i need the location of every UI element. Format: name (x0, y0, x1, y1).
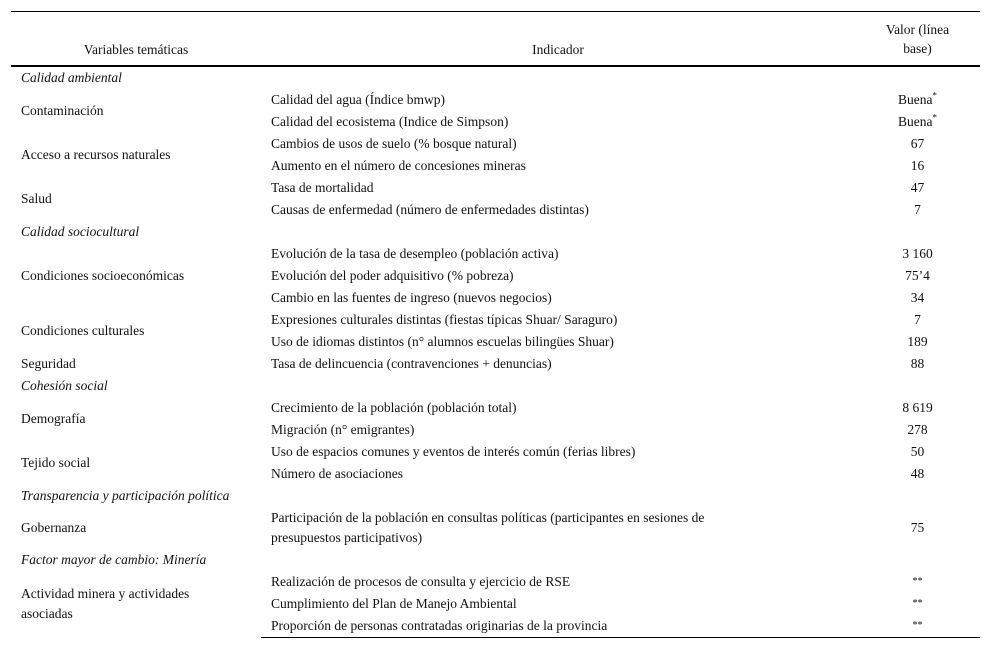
indicator-cell: Cumplimiento del Plan de Manejo Ambiental (271, 596, 517, 611)
indicator-cell: Tasa de mortalidad (271, 180, 374, 195)
indicator-cell: Calidad del agua (Índice bmwp) (271, 92, 445, 107)
indicator-cell: Tasa de delincuencia (contravenciones + denuncias) (271, 356, 552, 371)
var-condiciones-culturales: Condiciones culturales (21, 323, 145, 338)
footnote-mark: * (932, 112, 937, 123)
header-indicador: Indicador (532, 42, 584, 57)
section-calidad-sociocultural: Calidad sociocultural (21, 224, 140, 239)
indicator-cell: Aumento en el número de concesiones mineras (271, 158, 526, 173)
var-gobernanza: Gobernanza (21, 520, 87, 535)
indicator-cell: Realización de procesos de consulta y ejercicio de RSE (271, 574, 571, 589)
value-cell: 7 (914, 202, 921, 217)
var-tejido-social: Tejido social (21, 455, 91, 470)
value-cell: 189 (907, 334, 928, 349)
value-cell: 88 (910, 356, 925, 371)
header-variables: Variables temáticas (83, 42, 189, 57)
var-condiciones-socioeconomicas: Condiciones socioeconómicas (21, 268, 185, 283)
table-row (11, 89, 980, 111)
section-row (11, 485, 980, 507)
var-actividad-minera (11, 571, 261, 638)
indicator-cell: Migración (n° emigrantes) (271, 422, 415, 437)
value-cell: 47 (910, 180, 925, 195)
table-row (11, 243, 980, 265)
indicator-table-container (11, 11, 980, 638)
value-cell: ** (912, 576, 923, 587)
section-calidad-ambiental: Calidad ambiental (21, 70, 122, 85)
var-acceso-recursos: Acceso a recursos naturales (21, 147, 171, 162)
section-row (11, 375, 980, 397)
value-cell: 67 (910, 136, 925, 151)
table-row (11, 507, 980, 549)
section-row (11, 221, 980, 243)
indicator-cell: Evolución del poder adquisitivo (% pobreza) (271, 268, 514, 283)
indicator-line2: presupuestos participativos) (271, 530, 423, 545)
table-row (11, 397, 980, 419)
table-row (11, 309, 980, 331)
value-cell: 16 (910, 158, 925, 173)
indicator-cell: Expresiones culturales distintas (fiestas típicas Shuar/ Saraguro) (271, 312, 618, 327)
indicator-cell: Calidad del ecosistema (Indice de Simpson) (271, 114, 509, 129)
table-body (11, 66, 980, 638)
indicator-cell: Causas de enfermedad (número de enfermedades distintas) (271, 202, 589, 217)
header-valor-line2: base) (903, 41, 932, 56)
section-row (11, 66, 980, 89)
var-seguridad: Seguridad (21, 356, 76, 371)
value-cell (855, 111, 980, 133)
value-cell: 75’4 (905, 268, 930, 283)
indicator-cell: Uso de idiomas distintos (n° alumnos escuelas bilingües Shuar) (271, 334, 614, 349)
indicator-table (11, 11, 980, 638)
header-valor (855, 12, 980, 67)
indicator-cell: Proporción de personas contratadas originarias de la provincia (261, 615, 855, 638)
table-row (11, 441, 980, 463)
value-cell: 75 (910, 520, 925, 535)
var-salud: Salud (21, 191, 52, 206)
section-cohesion-social: Cohesión social (21, 378, 108, 393)
indicator-cell: Evolución de la tasa de desempleo (población activa) (271, 246, 559, 261)
value-text: Buena (898, 114, 933, 129)
section-factor-mineria: Factor mayor de cambio: Minería (21, 552, 207, 567)
header-valor-line1: Valor (línea (885, 22, 950, 37)
table-row (11, 571, 980, 593)
table-row (11, 353, 980, 375)
table-row (11, 177, 980, 199)
indicator-cell: Cambio en las fuentes de ingreso (nuevos negocios) (271, 290, 552, 305)
var-line1: Actividad minera y actividades (21, 586, 190, 602)
section-transparencia: Transparencia y participación política (21, 488, 230, 503)
value-cell: 8 619 (902, 400, 933, 415)
value-cell: 48 (910, 466, 925, 481)
indicator-line1: Participación de la población en consultas políticas (participantes en sesiones de (271, 510, 705, 525)
footnote-mark: * (932, 90, 937, 101)
value-cell: 278 (907, 422, 928, 437)
indicator-cell: Crecimiento de la población (población total) (271, 400, 517, 415)
value-text: Buena (898, 92, 933, 107)
var-contaminacion: Contaminación (21, 103, 104, 118)
value-cell: 50 (910, 444, 925, 459)
var-line2: asociadas (21, 606, 73, 622)
indicator-cell: Número de asociaciones (271, 466, 403, 481)
value-cell: ** (912, 598, 923, 609)
section-row (11, 549, 980, 571)
indicator-cell: Cambios de usos de suelo (% bosque natural) (271, 136, 517, 151)
table-row (11, 133, 980, 155)
value-cell: 3 160 (902, 246, 933, 261)
indicator-cell: Uso de espacios comunes y eventos de interés común (ferias libres) (271, 444, 636, 459)
value-cell (855, 89, 980, 111)
var-demografia: Demografía (21, 411, 86, 426)
value-cell: 7 (914, 312, 921, 327)
indicator-cell (261, 507, 855, 549)
table-header (11, 12, 980, 67)
value-cell: 34 (910, 290, 925, 305)
value-cell: ** (855, 615, 980, 638)
